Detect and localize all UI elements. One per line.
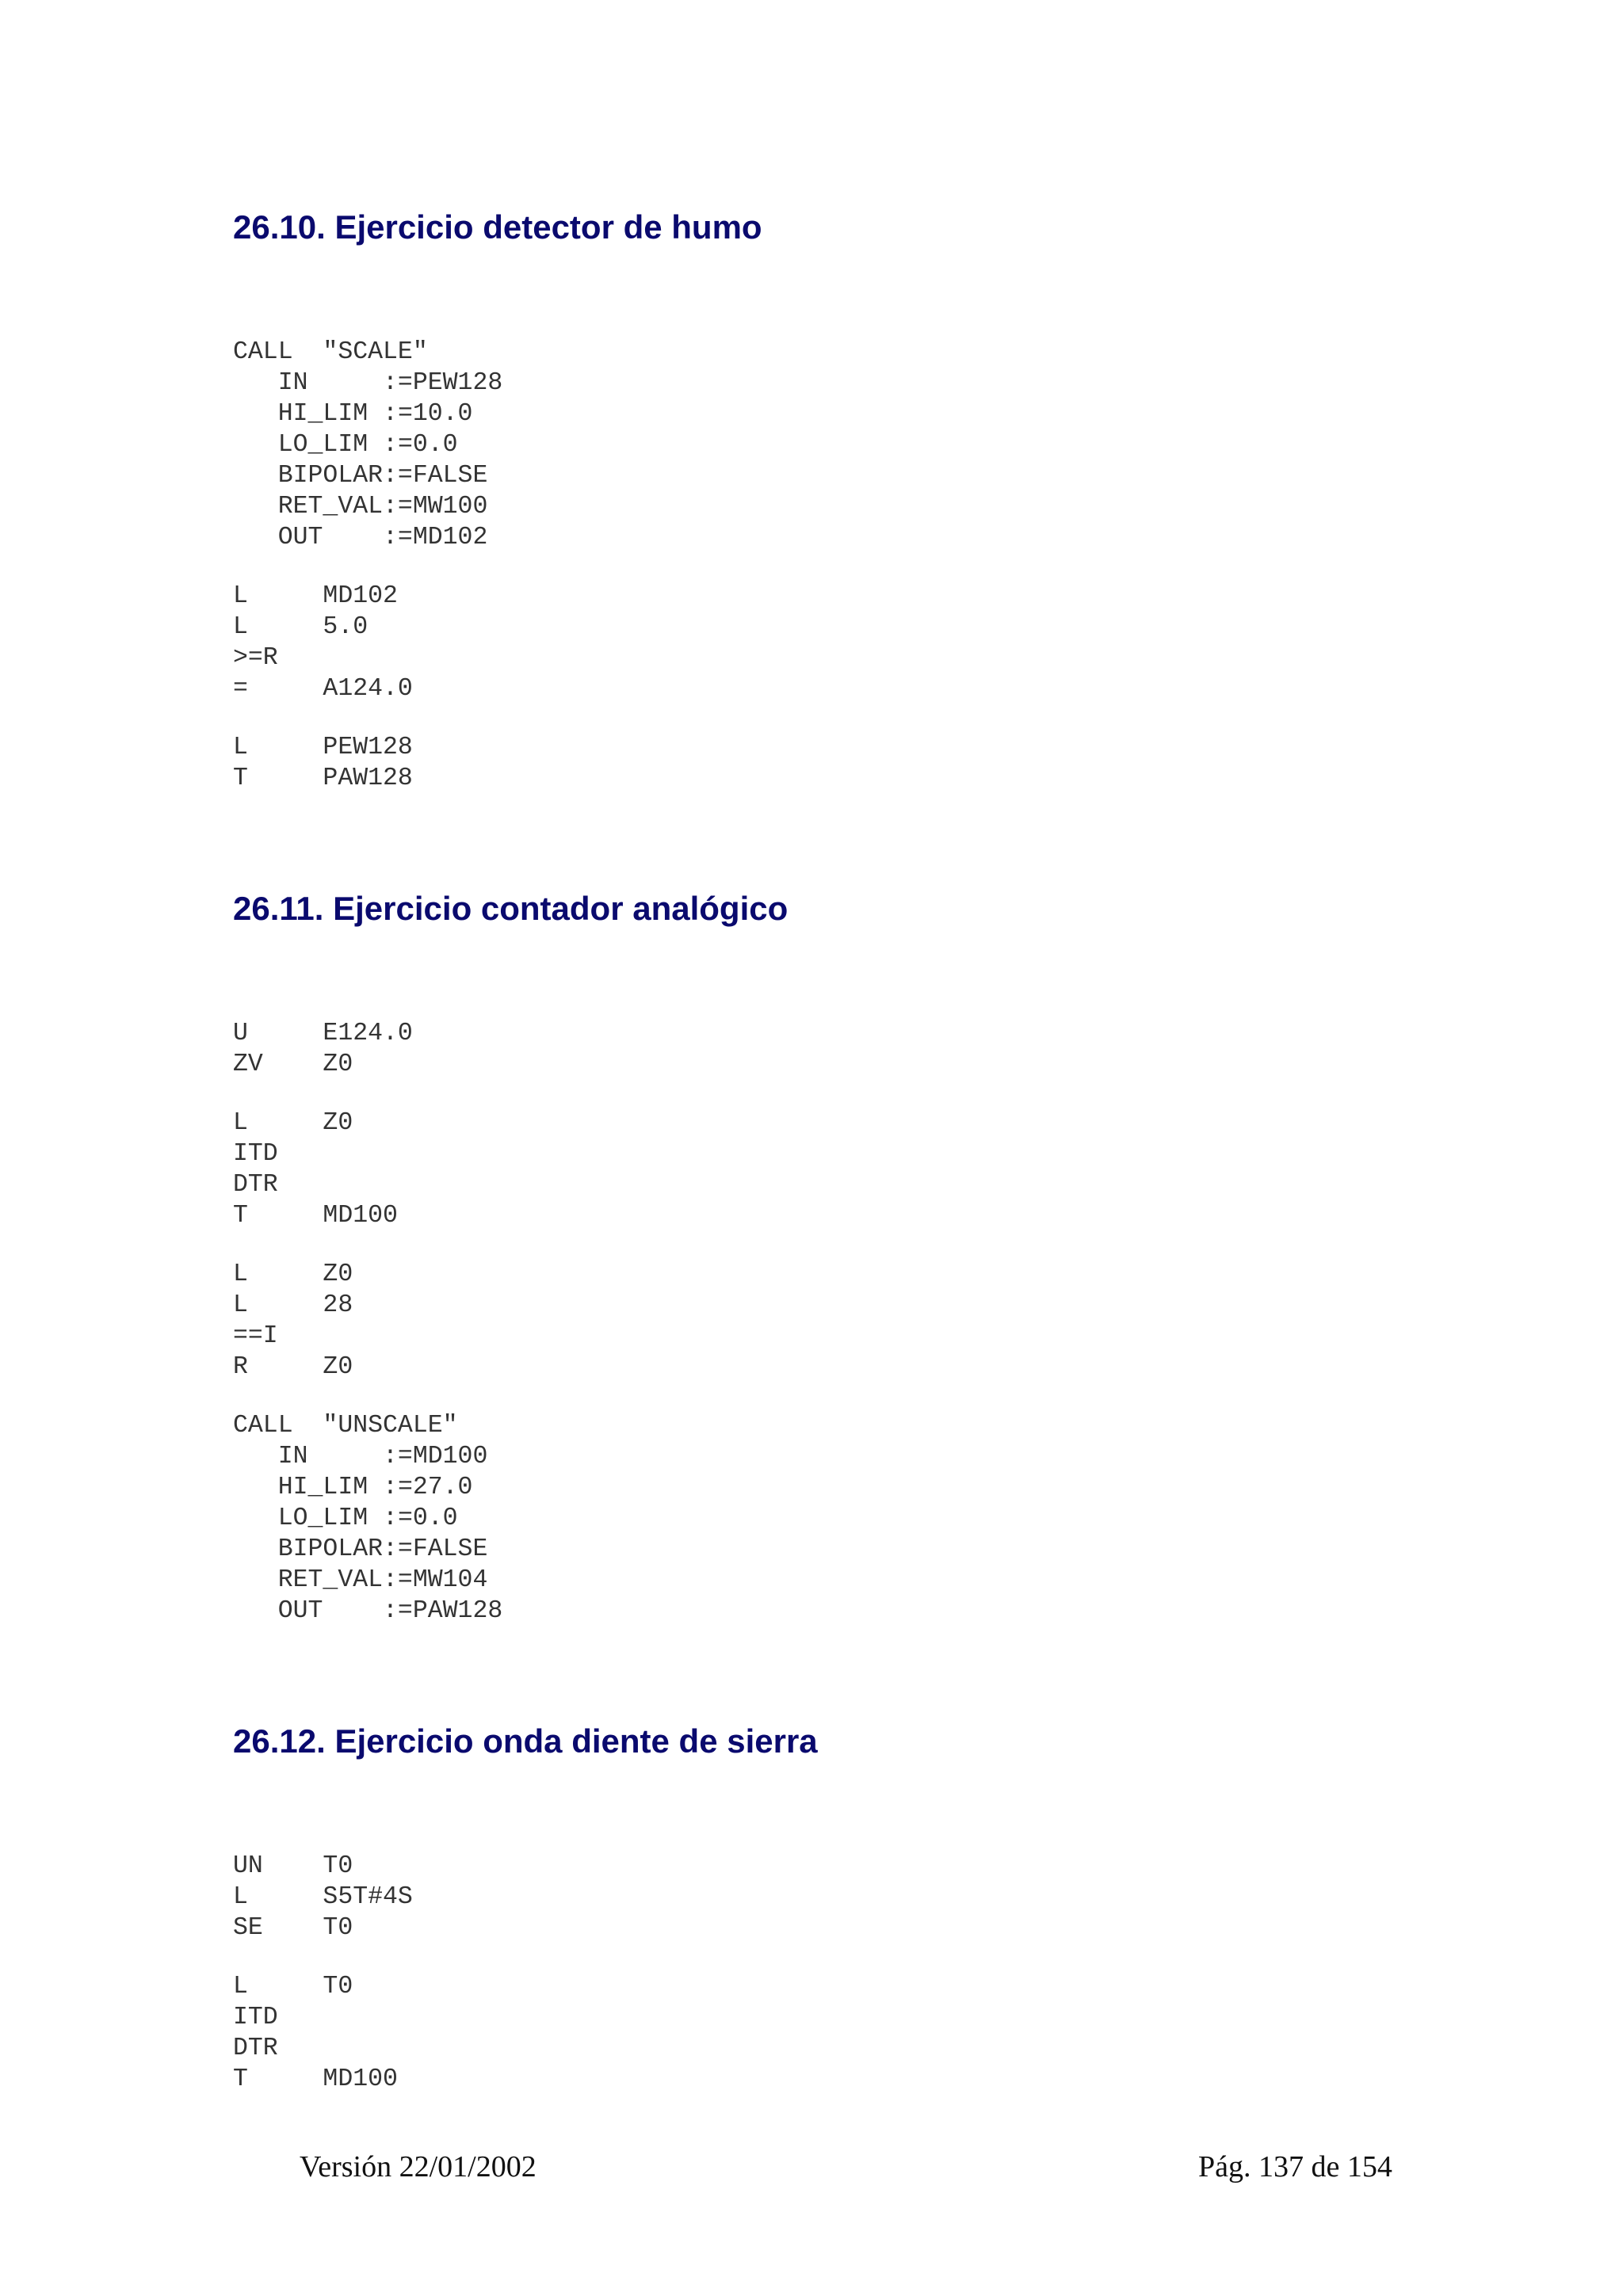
code-instruction: ITD bbox=[233, 1140, 323, 1168]
code-line bbox=[233, 1503, 502, 1534]
code-block-gap bbox=[233, 1383, 502, 1410]
code-operand: T0 bbox=[323, 1852, 353, 1880]
code-instruction: OUT bbox=[233, 1597, 323, 1625]
code-line bbox=[233, 643, 502, 673]
code-line bbox=[233, 1108, 502, 1138]
code-line bbox=[233, 612, 502, 643]
code-line bbox=[233, 2033, 413, 2064]
code-operand: Z0 bbox=[323, 1353, 353, 1381]
code-instruction: L bbox=[233, 582, 323, 610]
code-listing-26-12 bbox=[233, 1851, 413, 2095]
code-line bbox=[233, 1565, 502, 1596]
code-line bbox=[233, 337, 502, 368]
code-line bbox=[233, 1913, 413, 1943]
code-operand: :=FALSE bbox=[383, 462, 488, 490]
code-operand: :=MW100 bbox=[383, 493, 488, 521]
code-line bbox=[233, 368, 502, 399]
code-operand: :=0.0 bbox=[368, 431, 458, 459]
code-operand: Z0 bbox=[323, 1051, 353, 1078]
code-operand: PEW128 bbox=[323, 734, 413, 761]
code-operand: :=FALSE bbox=[383, 1535, 488, 1563]
code-instruction: CALL bbox=[233, 338, 323, 366]
code-operand: :=10.0 bbox=[368, 400, 473, 428]
code-line bbox=[233, 491, 502, 522]
code-instruction: T bbox=[233, 1202, 323, 1230]
code-instruction: IN bbox=[233, 369, 308, 397]
code-operand: T0 bbox=[323, 1914, 353, 1942]
code-instruction: >=R bbox=[233, 644, 323, 672]
code-line bbox=[233, 1352, 502, 1383]
code-listing-26-11 bbox=[233, 1018, 502, 1627]
code-line bbox=[233, 399, 502, 429]
code-instruction: UN bbox=[233, 1852, 323, 1880]
code-instruction: ITD bbox=[233, 2004, 323, 2031]
code-line bbox=[233, 1290, 502, 1321]
code-instruction: L bbox=[233, 1109, 323, 1137]
footer-page-number: Pág. 137 de 154 bbox=[1198, 2150, 1392, 2183]
code-line bbox=[233, 1441, 502, 1472]
code-instruction: L bbox=[233, 734, 323, 761]
code-operand: E124.0 bbox=[323, 1020, 413, 1047]
code-line bbox=[233, 1049, 502, 1080]
section-heading-26-12: 26.12. Ejercicio onda diente de sierra bbox=[233, 1722, 818, 1760]
code-line bbox=[233, 1200, 502, 1231]
code-instruction: OUT bbox=[233, 524, 323, 551]
code-operand: MD100 bbox=[323, 1202, 398, 1230]
code-instruction: L bbox=[233, 613, 323, 641]
code-line bbox=[233, 1472, 502, 1503]
code-line bbox=[233, 1596, 502, 1627]
code-instruction: T bbox=[233, 2065, 323, 2093]
code-line bbox=[233, 2002, 413, 2033]
code-operand: :=PEW128 bbox=[307, 369, 503, 397]
code-line bbox=[233, 673, 502, 704]
code-operand: :=0.0 bbox=[368, 1505, 458, 1532]
code-instruction: L bbox=[233, 1973, 323, 2000]
code-line bbox=[233, 1321, 502, 1352]
code-operand: T0 bbox=[323, 1973, 353, 2000]
code-instruction: L bbox=[233, 1883, 323, 1911]
code-operand: MD100 bbox=[323, 2065, 398, 2093]
code-line bbox=[233, 429, 502, 460]
code-line bbox=[233, 732, 502, 763]
code-operand: Z0 bbox=[323, 1261, 353, 1288]
code-instruction: DTR bbox=[233, 2035, 323, 2062]
code-block-gap bbox=[233, 1231, 502, 1259]
code-block-gap bbox=[233, 1943, 413, 1971]
code-line bbox=[233, 1410, 502, 1441]
code-operand: :=MW104 bbox=[383, 1566, 488, 1594]
code-instruction: IN bbox=[233, 1443, 308, 1470]
code-line bbox=[233, 2064, 413, 2095]
code-instruction: HI_LIM bbox=[233, 1474, 369, 1501]
code-instruction: L bbox=[233, 1261, 323, 1288]
code-instruction: SE bbox=[233, 1914, 323, 1942]
code-instruction: RET_VAL bbox=[233, 493, 384, 521]
code-line bbox=[233, 460, 502, 491]
code-line bbox=[233, 581, 502, 612]
code-instruction: BIPOLAR bbox=[233, 1535, 384, 1563]
code-operand: :=27.0 bbox=[368, 1474, 473, 1501]
code-listing-26-10 bbox=[233, 337, 502, 794]
code-operand: S5T#4S bbox=[323, 1883, 413, 1911]
code-instruction: = bbox=[233, 675, 323, 703]
code-operand: A124.0 bbox=[323, 675, 413, 703]
footer-version: Versión 22/01/2002 bbox=[300, 2150, 537, 2183]
code-line bbox=[233, 1971, 413, 2002]
code-line bbox=[233, 1018, 502, 1049]
code-operand: Z0 bbox=[323, 1109, 353, 1137]
code-instruction: T bbox=[233, 765, 323, 792]
code-instruction: L bbox=[233, 1291, 323, 1319]
code-line bbox=[233, 1882, 413, 1913]
code-line bbox=[233, 1259, 502, 1290]
code-line bbox=[233, 522, 502, 553]
code-operand: :=PAW128 bbox=[323, 1597, 503, 1625]
section-heading-26-10: 26.10. Ejercicio detector de humo bbox=[233, 208, 762, 246]
code-instruction: DTR bbox=[233, 1171, 323, 1199]
code-instruction: HI_LIM bbox=[233, 400, 369, 428]
code-operand: :=MD100 bbox=[307, 1443, 488, 1470]
code-block-gap bbox=[233, 704, 502, 732]
code-instruction: LO_LIM bbox=[233, 1505, 369, 1532]
code-line bbox=[233, 763, 502, 794]
code-instruction: R bbox=[233, 1353, 323, 1381]
code-line bbox=[233, 1169, 502, 1200]
code-instruction: ==I bbox=[233, 1322, 323, 1350]
code-instruction: LO_LIM bbox=[233, 431, 369, 459]
section-heading-26-11: 26.11. Ejercicio contador analógico bbox=[233, 890, 789, 927]
code-operand: "UNSCALE" bbox=[323, 1412, 458, 1440]
code-instruction: RET_VAL bbox=[233, 1566, 384, 1594]
code-line bbox=[233, 1851, 413, 1882]
code-operand: PAW128 bbox=[323, 765, 413, 792]
code-operand: 28 bbox=[323, 1291, 353, 1319]
code-block-gap bbox=[233, 553, 502, 581]
code-instruction: CALL bbox=[233, 1412, 323, 1440]
code-operand: "SCALE" bbox=[323, 338, 428, 366]
code-operand: MD102 bbox=[323, 582, 398, 610]
code-line bbox=[233, 1138, 502, 1169]
code-instruction: ZV bbox=[233, 1051, 323, 1078]
code-instruction: U bbox=[233, 1020, 323, 1047]
code-operand: :=MD102 bbox=[323, 524, 488, 551]
code-block-gap bbox=[233, 1080, 502, 1108]
code-instruction: BIPOLAR bbox=[233, 462, 384, 490]
code-operand: 5.0 bbox=[323, 613, 369, 641]
code-line bbox=[233, 1534, 502, 1565]
